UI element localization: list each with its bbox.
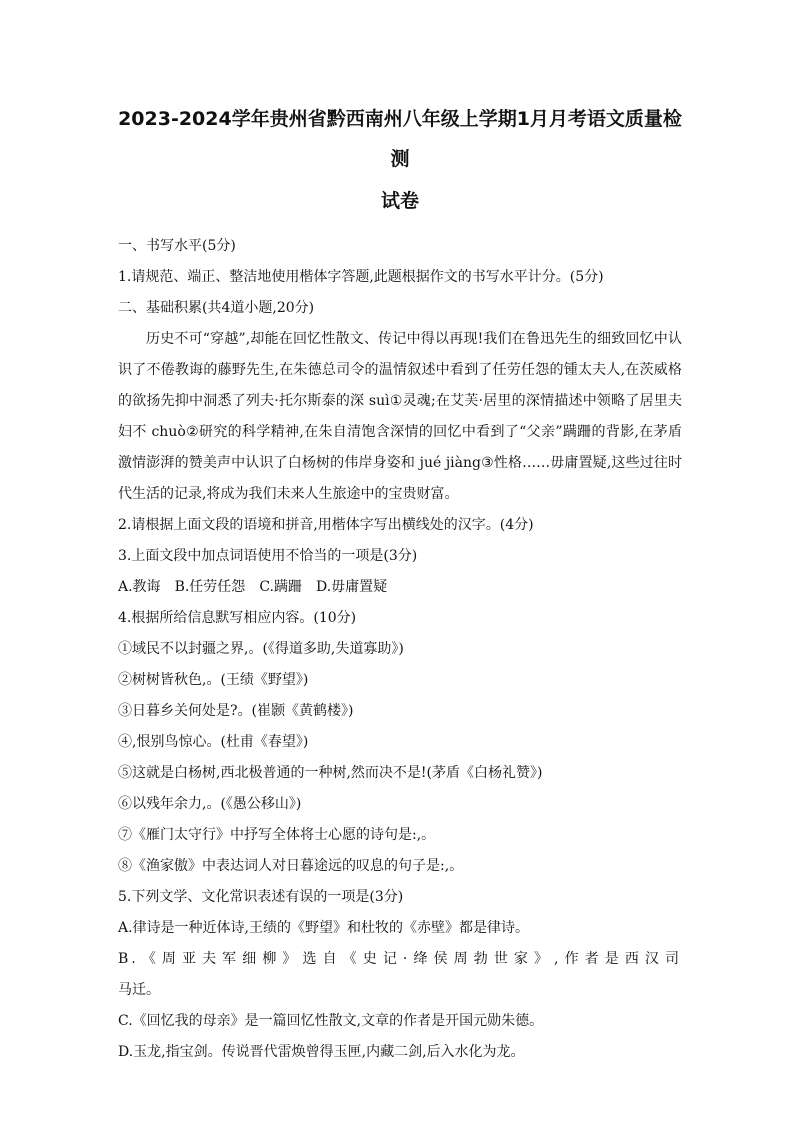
recitation-item: ⑤这就是白杨树,西北极普通的一种树,然而决不是!(茅盾《白杨礼赞》): [118, 765, 543, 781]
exam-title-line-2: 试卷: [380, 190, 419, 212]
recitation-item: ③日暮乡关何处是?。(崔颢《黄鹤楼》): [118, 703, 354, 719]
recitation-item: ⑥以残年余力,。(《愚公移山》): [118, 796, 302, 812]
option-a: A.教诲: [118, 579, 161, 595]
section-1-heading: 一、书写水平(5分): [118, 238, 236, 254]
recitation-item: ⑦《雁门太守行》中抒写全体将士心愿的诗句是:,。: [118, 827, 436, 843]
exam-title-line-1: 2023-2024学年贵州省黔西南州八年级上学期1月月考语文质量检测: [118, 108, 682, 170]
question-3: 3.上面文段中加点词语使用不恰当的一项是(3分): [118, 548, 418, 564]
section-2-heading: 二、基础积累(共4道小题,20分): [118, 300, 315, 316]
option-c: C.蹒跚: [259, 579, 302, 595]
recitation-item: ①域民不以封疆之界,。(《得道多助,失道寡助》): [118, 641, 404, 657]
option-d: D.毋庸置疑: [315, 579, 388, 595]
question-5-option-a: A.律诗是一种近体诗,王绩的《野望》和杜牧的《赤壁》都是律诗。: [118, 920, 530, 936]
option-b: B.任劳任怨: [174, 579, 246, 595]
question-2: 2.请根据上面文段的语境和拼音,用楷体字写出横线处的汉字。(4分): [118, 517, 534, 533]
recitation-item: ②树树皆秋色,。(王绩《野望》): [118, 672, 309, 688]
question-5-option-d: D.玉龙,指宝剑。传说晋代雷焕曾得玉匣,内藏二剑,后入水化为龙。: [118, 1044, 525, 1060]
reading-passage: 历史不可“穿越”,却能在回忆性散文、传记中得以再现!我们在鲁迅先生的细致回忆中认识了不倦教诲的藤野先生,在朱德总司令的温情叙述中看到了任劳任怨的锺太夫人,在茨威格的欲扬先抑中洞悉了列夫·托尔斯泰的深 suì①灵魂;在艾芙·居里的深情描述中领略了居里夫妇不 chuò②研究的科学精神,在朱自清饱含深情的回忆中看到了“父亲”蹒跚的背影,在茅盾激情澎湃的赞美声中认识了白杨树的伟岸身姿和 jué jiàng③性格……毋庸置疑,这些过往时代生活的记录,将成为我们未来人生旅途中的宝贵财富。: [118, 331, 682, 502]
question-5-option-c: C.《回忆我的母亲》是一篇回忆性散文,文章的作者是开国元勋朱德。: [118, 1013, 544, 1029]
recitation-item: ⑧《渔家傲》中表达词人对日暮途远的叹息的句子是:,。: [118, 858, 464, 874]
question-5-option-b-line-1: B.《周亚夫军细柳》选自《史记·绛侯周勃世家》,作者是西汉司: [118, 951, 682, 967]
question-1: 1.请规范、端正、整洁地使用楷体字答题,此题根据作文的书写水平计分。(5分): [118, 269, 604, 285]
question-3-options: [118, 572, 682, 603]
recitation-item: ④,恨别鸟惊心。(杜甫《春望》): [118, 734, 309, 750]
question-5: 5.下列文学、文化常识表述有误的一项是(3分): [118, 889, 404, 905]
question-4: 4.根据所给信息默写相应内容。(10分): [118, 610, 357, 626]
exam-content: [118, 231, 682, 1068]
question-5-option-b-line-2: 马迁。: [118, 982, 160, 998]
